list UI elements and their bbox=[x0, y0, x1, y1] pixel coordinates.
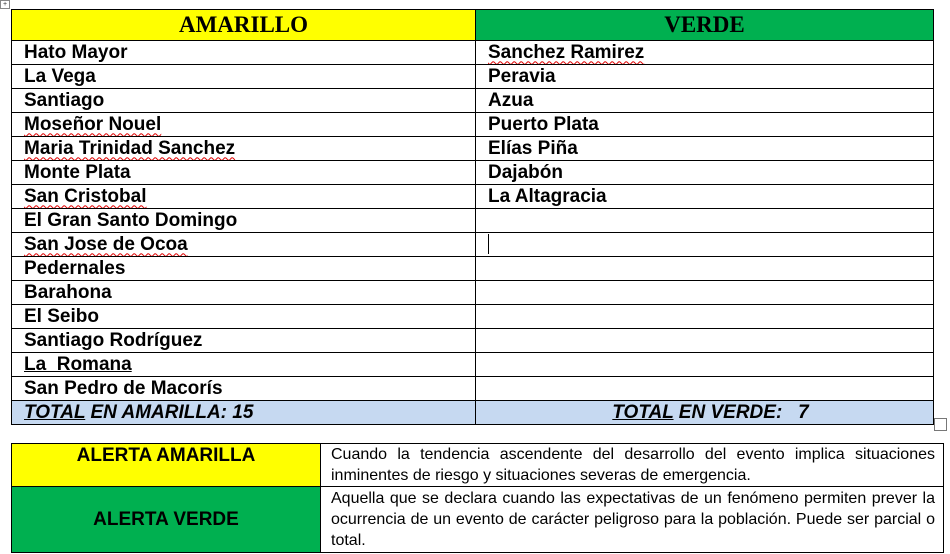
verde-cell[interactable]: La Altagracia bbox=[476, 185, 934, 209]
verde-cell[interactable] bbox=[476, 41, 934, 65]
text-cursor bbox=[488, 234, 489, 254]
amarillo-cell[interactable] bbox=[12, 353, 476, 377]
verde-cell[interactable] bbox=[476, 305, 934, 329]
verde-cell[interactable]: Peravia bbox=[476, 65, 934, 89]
amarillo-cell-text: Maria Trinidad Sanchez bbox=[24, 137, 236, 159]
verde-cell[interactable] bbox=[476, 377, 934, 401]
verde-cell-text: Sanchez Ramirez bbox=[488, 41, 645, 63]
verde-total[interactable] bbox=[476, 401, 934, 425]
table-row bbox=[12, 257, 934, 281]
verde-cell[interactable] bbox=[476, 233, 934, 257]
header-row bbox=[12, 10, 934, 41]
table-row bbox=[12, 137, 934, 161]
verde-cell[interactable]: Azua bbox=[476, 89, 934, 113]
amarillo-cell[interactable]: Hato Mayor bbox=[12, 41, 476, 65]
table-row bbox=[12, 233, 934, 257]
verde-cell[interactable]: Dajabón bbox=[476, 161, 934, 185]
totals-row bbox=[12, 401, 934, 425]
table-row bbox=[12, 89, 934, 113]
amarillo-cell[interactable] bbox=[12, 233, 476, 257]
amarillo-cell[interactable]: La Vega bbox=[12, 65, 476, 89]
table-move-handle[interactable]: + bbox=[0, 0, 10, 9]
amarillo-cell-text: La Romana bbox=[24, 353, 132, 375]
table-row bbox=[12, 113, 934, 137]
amarillo-cell-text: San Cristobal bbox=[24, 185, 147, 207]
alerta-verde-description[interactable]: Aquella que se declara cuando las expectativas de un fenómeno permiten prever la ocurrencia de un evento de carácter peligroso para la población. Puede ser parcial o total. bbox=[321, 487, 944, 553]
amarillo-header: AMARILLO bbox=[12, 10, 476, 41]
verde-cell[interactable] bbox=[476, 257, 934, 281]
legend-row-amarilla bbox=[12, 444, 944, 487]
verde-cell[interactable] bbox=[476, 353, 934, 377]
table-row bbox=[12, 65, 934, 89]
verde-cell[interactable]: Elías Piña bbox=[476, 137, 934, 161]
table-row bbox=[12, 185, 934, 209]
amarillo-total[interactable] bbox=[12, 401, 476, 425]
amarillo-cell[interactable] bbox=[12, 185, 476, 209]
table-row bbox=[12, 209, 934, 233]
total-word: TOTAL bbox=[612, 401, 674, 423]
table-row bbox=[12, 305, 934, 329]
amarillo-cell[interactable]: Santiago Rodríguez bbox=[12, 329, 476, 353]
alerta-amarilla-description[interactable]: Cuando la tendencia ascendente del desarrollo del evento implica situaciones inminentes de riesgo y situaciones severas de emergencia. bbox=[321, 444, 944, 487]
amarillo-cell[interactable]: Pedernales bbox=[12, 257, 476, 281]
table-row bbox=[12, 41, 934, 65]
table-row bbox=[12, 161, 934, 185]
table-row bbox=[12, 353, 934, 377]
amarillo-cell[interactable] bbox=[12, 113, 476, 137]
amarillo-cell-text: Moseñor Nouel bbox=[24, 113, 162, 135]
verde-cell[interactable] bbox=[476, 329, 934, 353]
verde-header: VERDE bbox=[476, 10, 934, 41]
verde-cell[interactable] bbox=[476, 209, 934, 233]
amarillo-cell[interactable]: San Pedro de Macorís bbox=[12, 377, 476, 401]
provinces-table bbox=[11, 9, 934, 425]
table-row bbox=[12, 281, 934, 305]
amarillo-cell[interactable]: El Gran Santo Domingo bbox=[12, 209, 476, 233]
amarillo-cell[interactable] bbox=[12, 137, 476, 161]
verde-cell[interactable] bbox=[476, 281, 934, 305]
verde-cell[interactable]: Puerto Plata bbox=[476, 113, 934, 137]
amarillo-cell[interactable]: Monte Plata bbox=[12, 161, 476, 185]
alerta-verde-label[interactable]: ALERTA VERDE bbox=[12, 487, 321, 553]
alerta-amarilla-label[interactable]: ALERTA AMARILLA bbox=[12, 444, 321, 487]
table-row bbox=[12, 377, 934, 401]
amarillo-cell[interactable]: El Seibo bbox=[12, 305, 476, 329]
amarillo-cell-text: San Jose de Ocoa bbox=[24, 233, 188, 255]
table-resize-handle[interactable] bbox=[934, 418, 947, 431]
legend-row-verde bbox=[12, 487, 944, 553]
alert-legend-table bbox=[11, 443, 944, 553]
amarillo-total-text: EN AMARILLA: 15 bbox=[85, 401, 254, 423]
amarillo-cell[interactable]: Barahona bbox=[12, 281, 476, 305]
amarillo-cell[interactable]: Santiago bbox=[12, 89, 476, 113]
total-word: TOTAL bbox=[24, 401, 86, 423]
verde-total-text: EN VERDE: 7 bbox=[673, 401, 809, 423]
table-row bbox=[12, 329, 934, 353]
